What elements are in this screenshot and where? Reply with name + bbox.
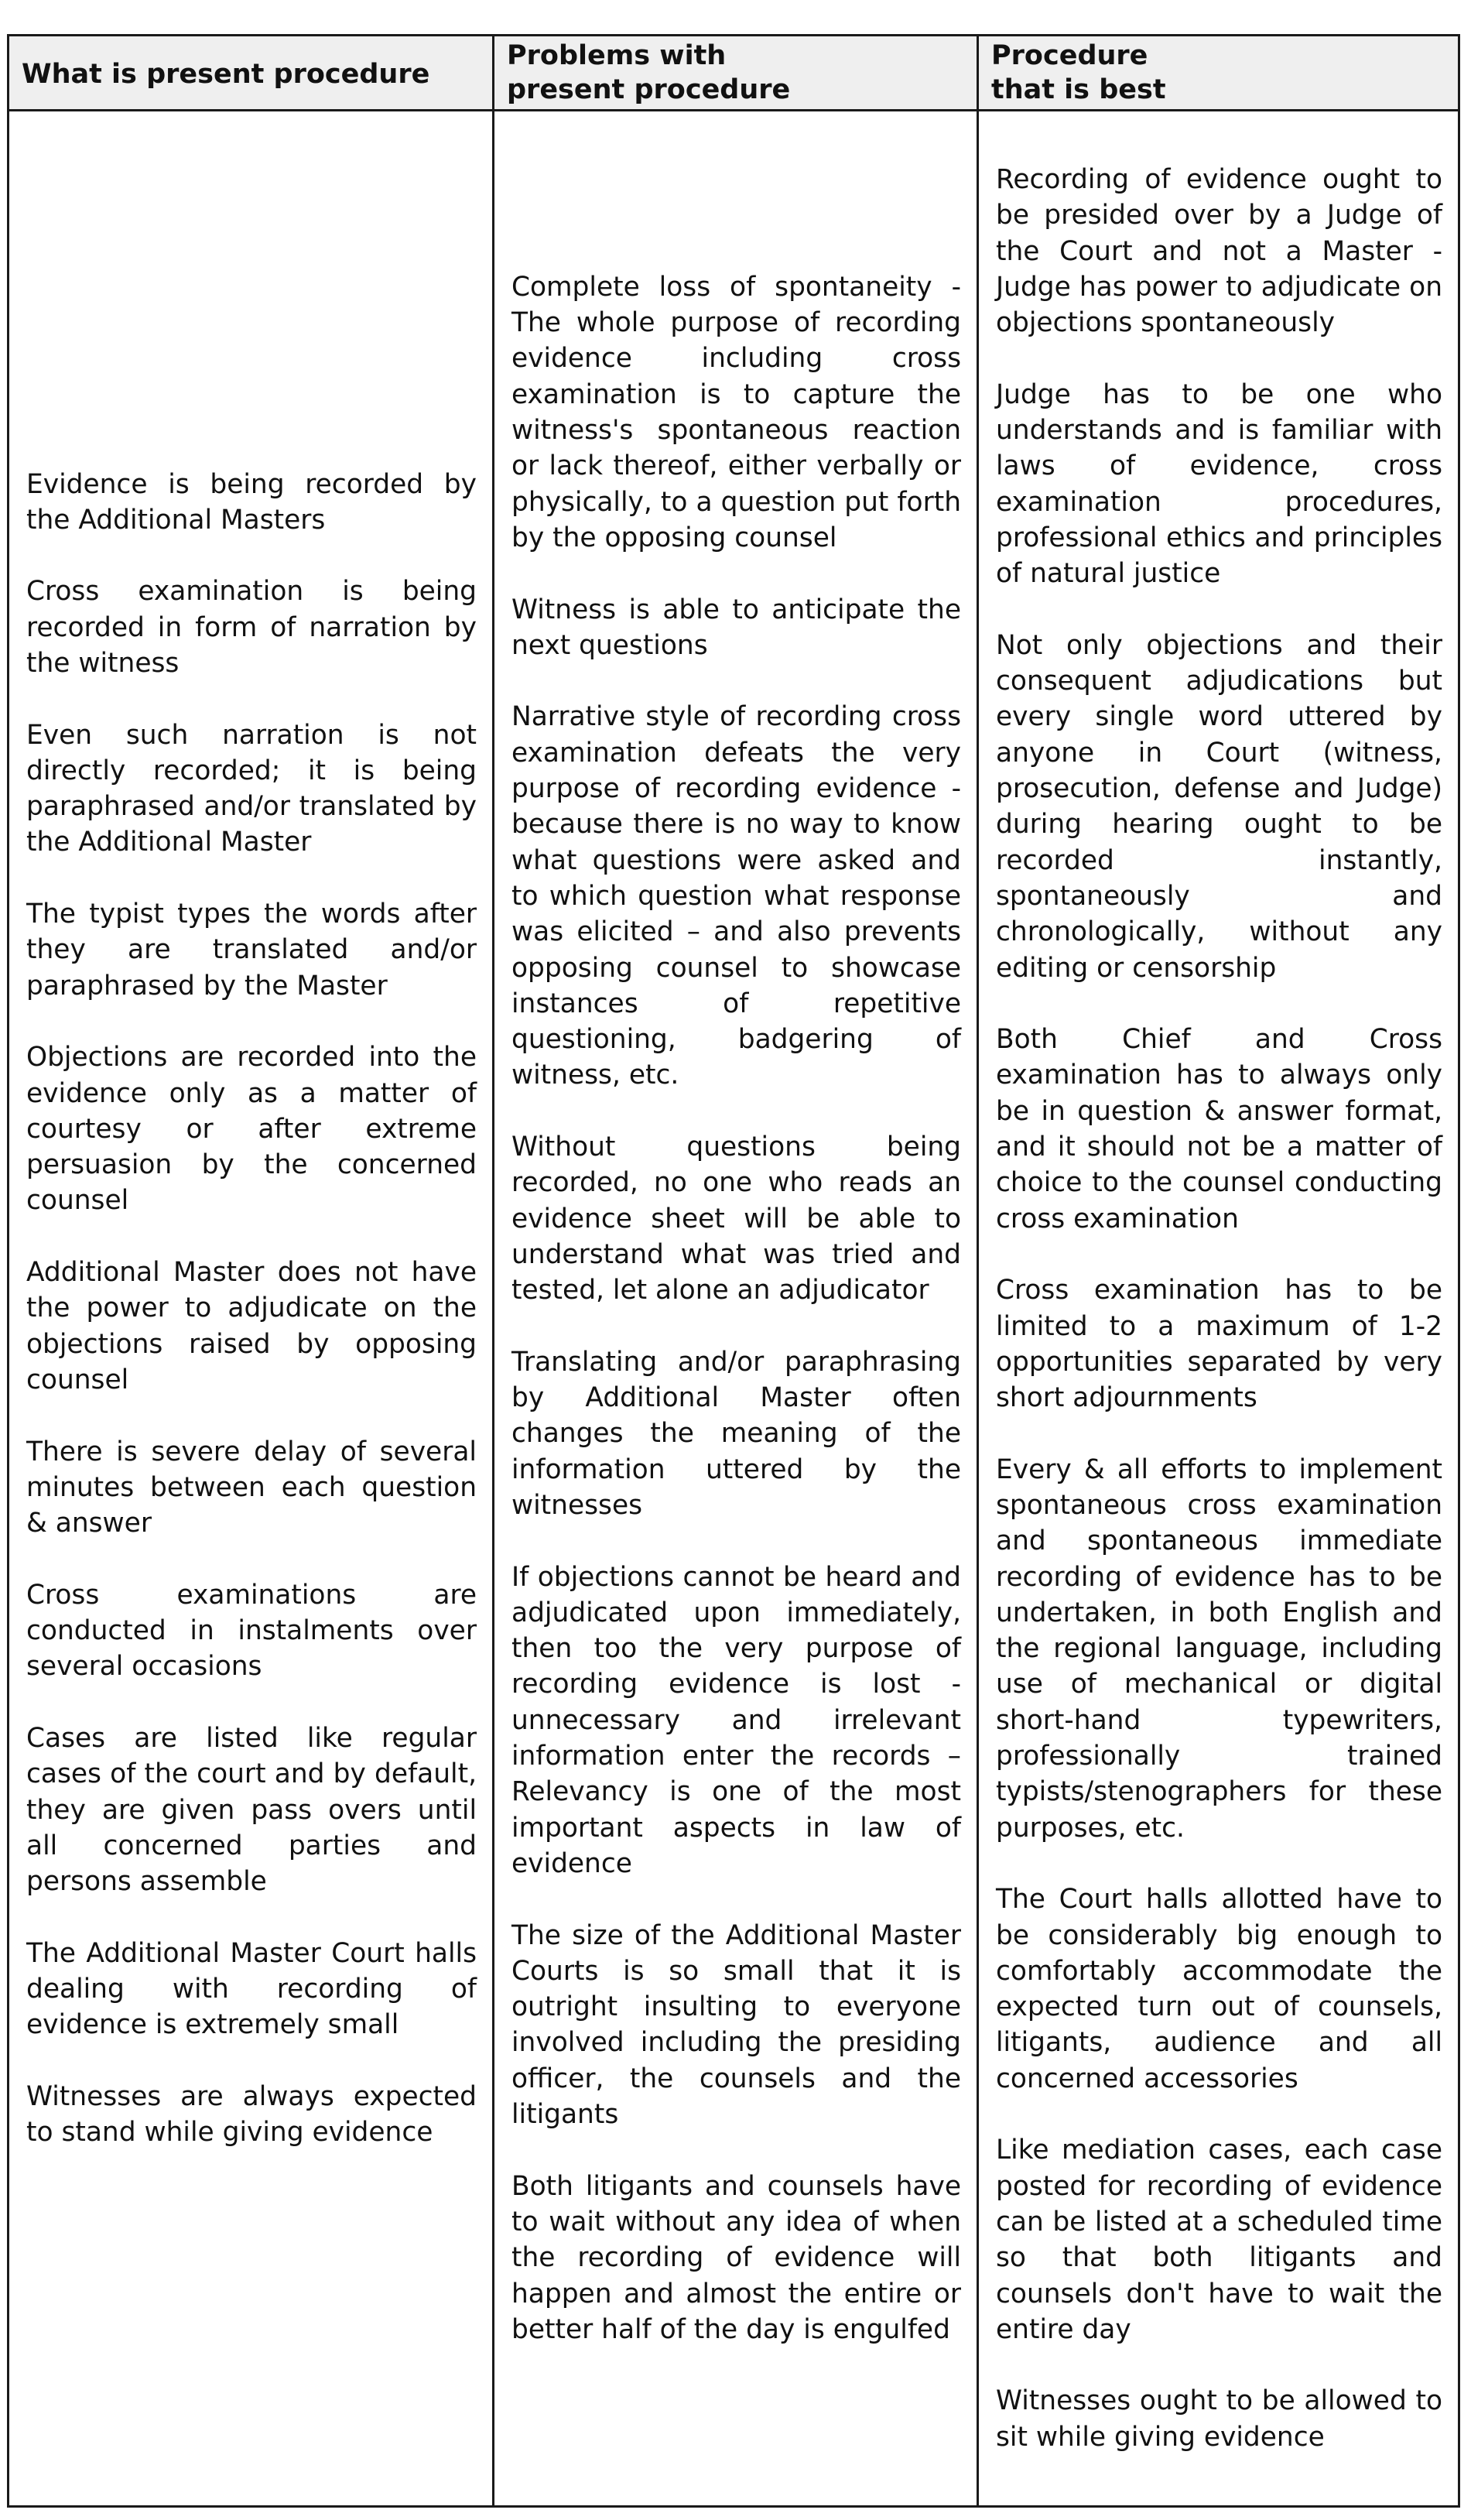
table-cell-paragraph: Cross examinations are conducted in instalments over several occasions xyxy=(26,1579,477,1683)
table-cell-paragraph: Both litigants and counsels have to wait without any idea of when the recording of evidence will happen and almost the entire or better half of the day is engulfed xyxy=(511,2170,961,2345)
table-cell-paragraph: Witnesses ought to be allowed to sit while giving evidence xyxy=(996,2385,1442,2453)
table-cell-paragraph: The Additional Master Court halls dealing with recording of evidence is extremely small xyxy=(26,1937,477,2041)
table-cell-paragraph: Even such narration is not directly recorded; it is being paraphrased and/or translated by the Additional Master xyxy=(26,719,477,858)
table-cell-paragraph: The Court halls allotted have to be considerably big enough to comfortably accommodate the expected turn out of counsels, litigants, audience and all concerned accessories xyxy=(996,1884,1442,2094)
table-cell-paragraph: Cross examination is being recorded in form of narration by the witness xyxy=(26,576,477,679)
procedure-comparison-table xyxy=(7,34,1460,2508)
table-cell-paragraph: Both Chief and Cross examination has to always only be in question & answer format, and it should not be a matter of choice to the counsel conducting cross examination xyxy=(996,1024,1442,1234)
column-best-procedure xyxy=(979,111,1458,2505)
table-cell-paragraph: Translating and/or paraphrasing by Additional Master often changes the meaning of the information uttered by the witnesses xyxy=(511,1346,961,1521)
header-best-procedure: Procedure that is best xyxy=(991,40,1166,105)
table-cell-paragraph: Cross examination has to be limited to a maximum of 1-2 opportunities separated by very short adjournments xyxy=(996,1275,1442,1414)
table-cell-paragraph: Like mediation cases, each case posted for recording of evidence can be listed at a scheduled time so that both litigants and counsels don't have to wait the entire day xyxy=(996,2135,1442,2345)
table-cell-paragraph: Objections are recorded into the evidence only as a matter of courtesy or after extreme persuasion by the concerned counsel xyxy=(26,1042,477,1217)
table-cell-paragraph: Cases are listed like regular cases of the court and by default, they are given pass overs until all concerned parties and persons assemble xyxy=(26,1722,477,1898)
table-cell-paragraph: Every & all efforts to implement spontaneous cross examination and spontaneous immediate recording of evidence has to be undertaken, in both English and the regional language, including use of mechanical or digital short-hand typewriters, professionally trained typists/stenographers for these purposes, etc. xyxy=(996,1453,1442,1844)
table-cell-paragraph: There is severe delay of several minutes between each question & answer xyxy=(26,1436,477,1539)
column-problems xyxy=(494,111,977,2505)
column-present-procedure xyxy=(9,111,492,2505)
table-cell-paragraph: Evidence is being recorded by the Additional Masters xyxy=(26,468,477,536)
table-cell-paragraph: Recording of evidence ought to be presided over by a Judge of the Court and not a Master - Judge has power to adjudicate on objections spontaneously xyxy=(996,164,1442,339)
table-cell-paragraph: Witnesses are always expected to stand while giving evidence xyxy=(26,2080,477,2149)
header-problems: Problems with present procedure xyxy=(507,40,791,105)
table-cell-paragraph: Complete loss of spontaneity - The whole purpose of recording evidence including cross examination is to capture the witness's spontaneous reaction or lack thereof, either verbally or physically, to a question put forth by the opposing counsel xyxy=(511,271,961,553)
table-cell-paragraph: Narrative style of recording cross examination defeats the very purpose of recording evidence - because there is no way to know what questions were asked and to which question what response was elicited – and also prevents opposing counsel to showcase instances of repetitive questioning, badgering of witness, etc. xyxy=(511,701,961,1091)
table-cell-paragraph: Additional Master does not have the power to adjudicate on the objections raised by opposing counsel xyxy=(26,1257,477,1395)
table-cell-paragraph: The size of the Additional Master Courts is so small that it is outright insulting to everyone involved including the presiding officer, the counsels and the litigants xyxy=(511,1919,961,2131)
table-cell-paragraph: Without questions being recorded, no one who reads an evidence sheet will be able to understand what was tried and tested, let alone an adjudicator xyxy=(511,1132,961,1306)
table-cell-paragraph: The typist types the words after they are translated and/or paraphrased by the Master xyxy=(26,899,477,1001)
table-cell-paragraph: Not only objections and their consequent adjudications but every single word uttered by anyone in Court (witness, prosecution, defense and Judge) during hearing ought to be recorded instantly, spontaneously and chronologically, without any editing or censorship xyxy=(996,629,1442,984)
table-cell-paragraph: If objections cannot be heard and adjudicated upon immediately, then too the very purpose of recording evidence is lost - unnecessary and irrelevant information enter the records – Relevancy is one of the most important aspects in law of evidence xyxy=(511,1561,961,1879)
header-present-procedure: What is present procedure xyxy=(22,59,430,90)
table-cell-paragraph: Judge has to be one who understands and is familiar with laws of evidence, cross examination procedures, professional ethics and principles of natural justice xyxy=(996,378,1442,590)
table-header-row xyxy=(9,36,1458,111)
table-cell-paragraph: Witness is able to anticipate the next questions xyxy=(511,594,961,661)
